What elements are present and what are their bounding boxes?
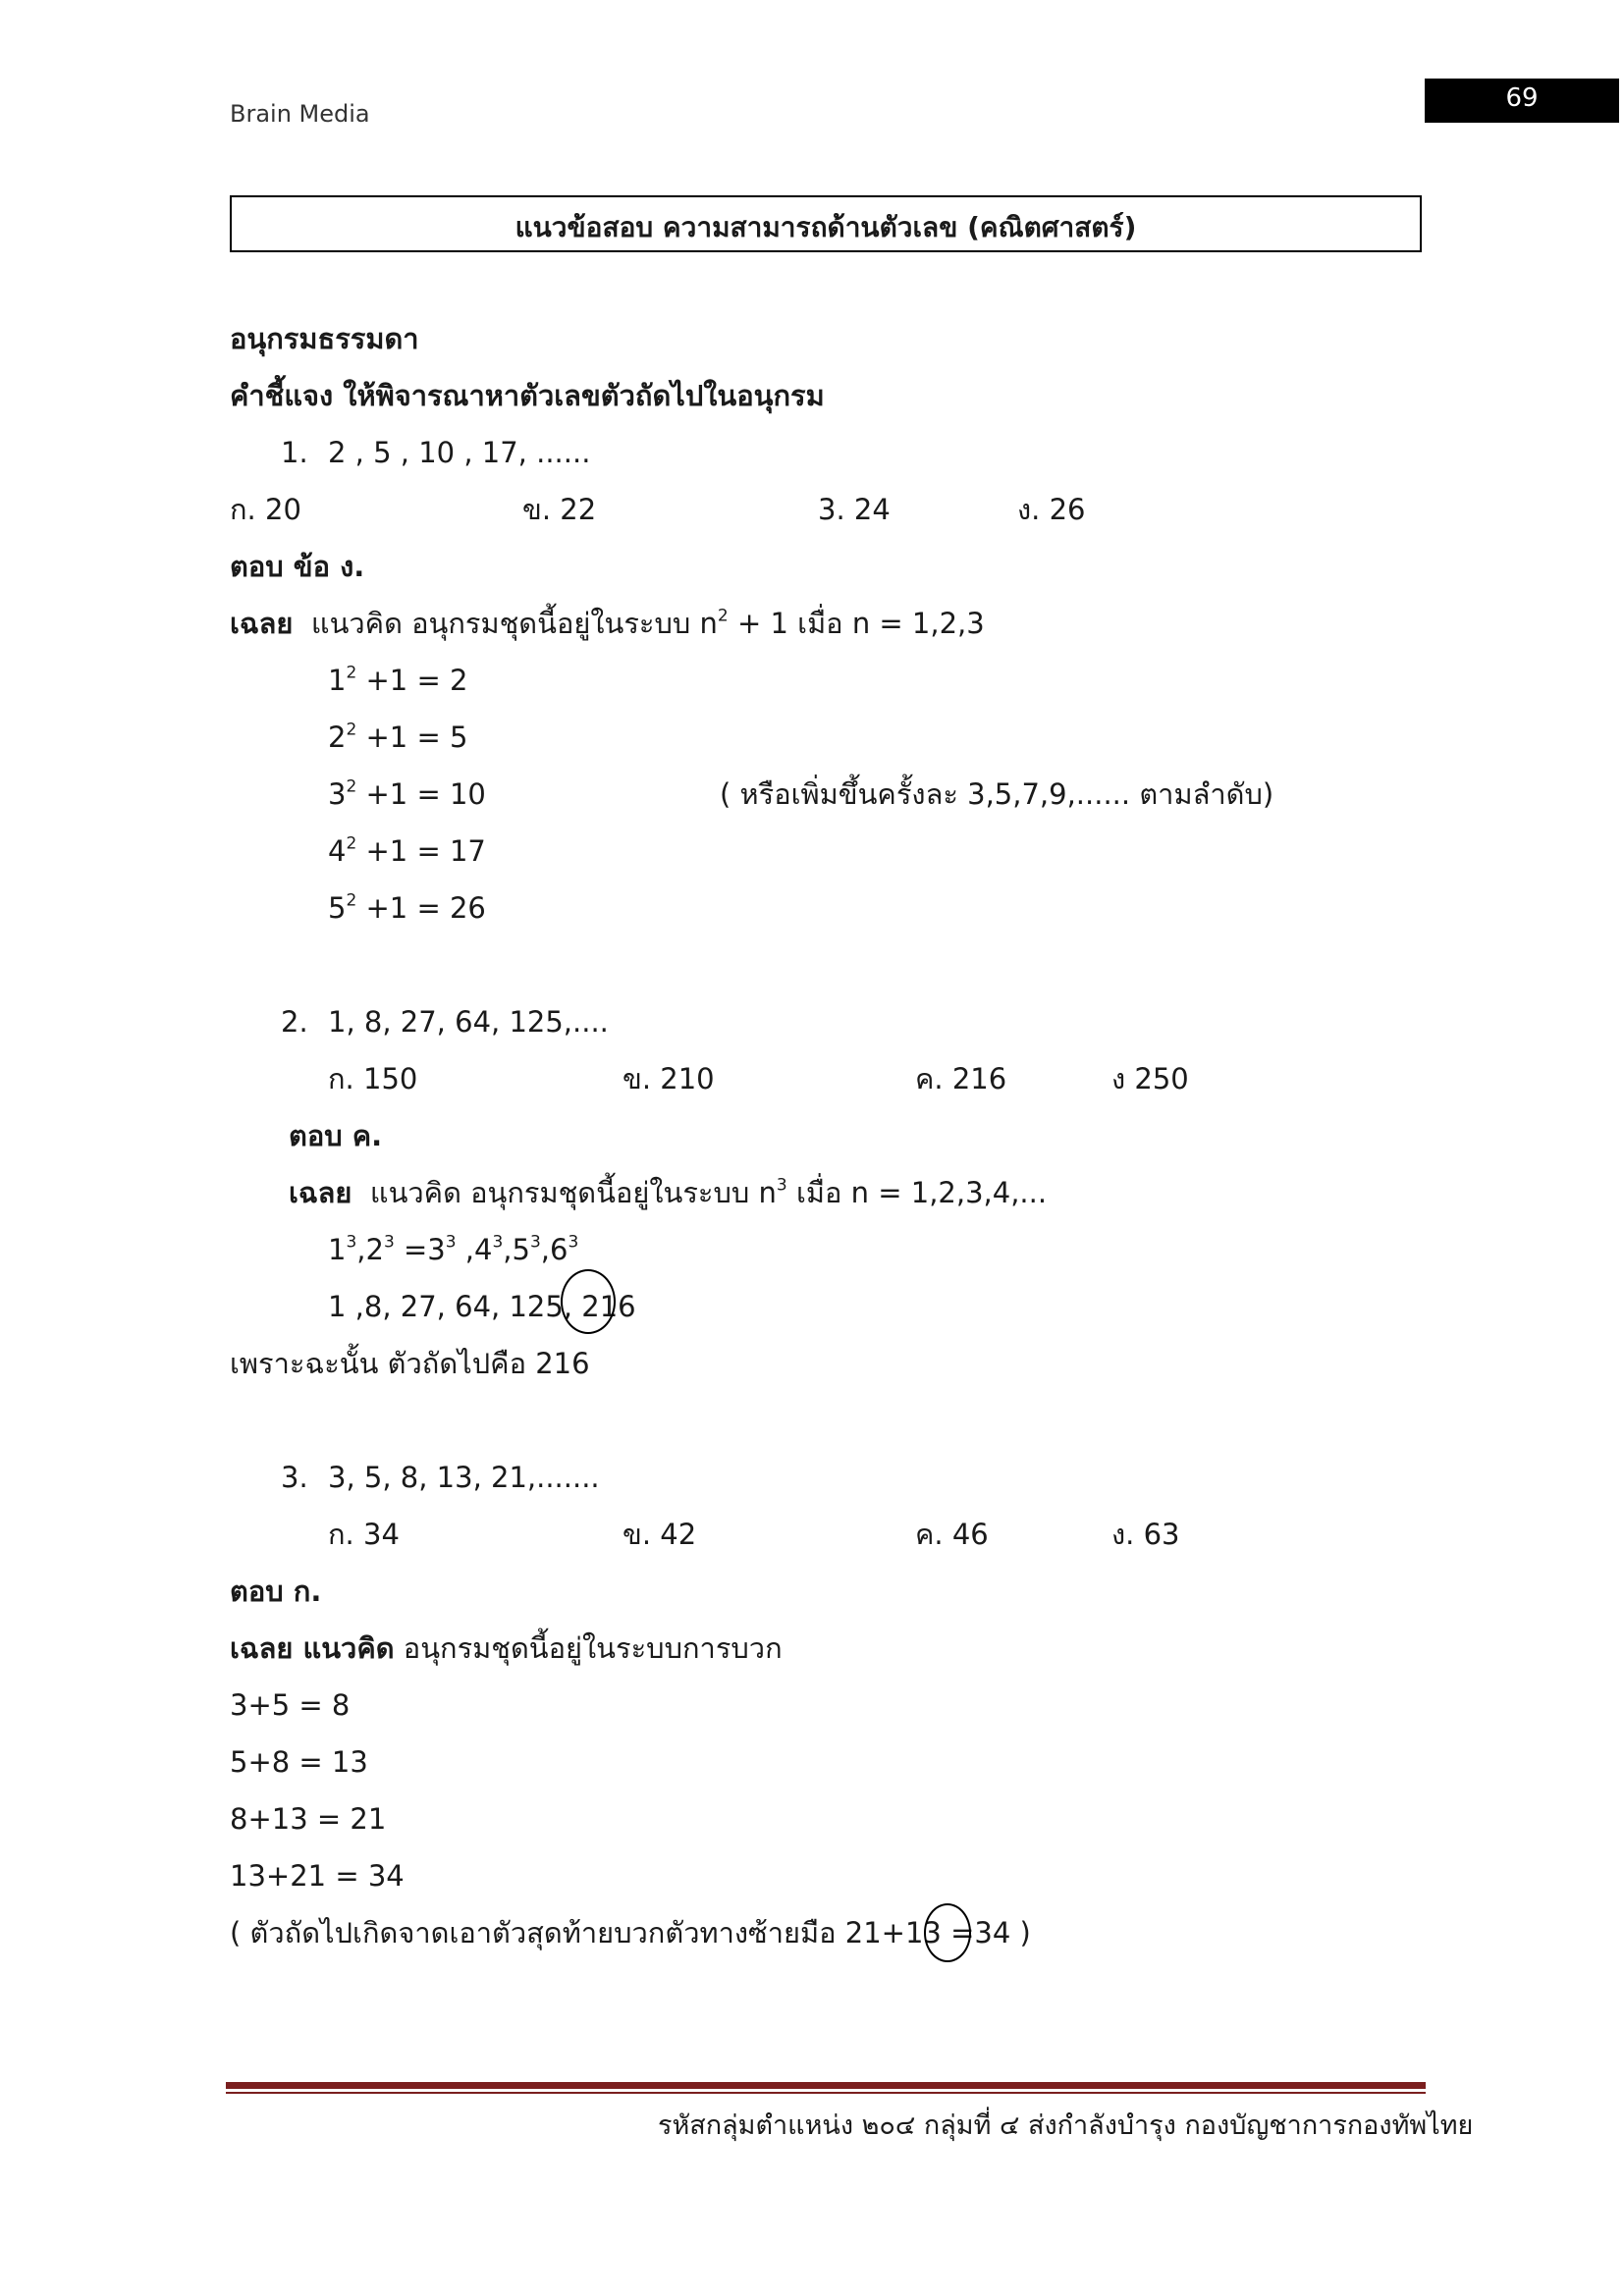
q3-number: 3. bbox=[281, 1461, 308, 1494]
q1-step: $3^2 +1 = 10$ bbox=[328, 776, 486, 811]
q3-note-close: ) bbox=[1010, 1916, 1031, 1949]
q1-choice-d: ง. 26 bbox=[1017, 493, 1086, 526]
q3-step: 5+8 = 13 bbox=[230, 1745, 368, 1779]
q3-choice-b: ข. 42 bbox=[623, 1518, 697, 1551]
section-heading: อนุกรมธรรมดา bbox=[230, 322, 419, 355]
q1-answer: ตอบ ข้อ ง. bbox=[230, 550, 365, 583]
q1-choice-b: ข. 22 bbox=[522, 493, 597, 526]
q2-choice-d: ง 250 bbox=[1111, 1062, 1189, 1095]
q1-step: $2^2 +1 = 5$ bbox=[328, 720, 468, 754]
q1-step: $1^2 +1 = 2$ bbox=[328, 663, 468, 697]
q3-note-answer: 34 bbox=[974, 1916, 1011, 1949]
page-title: แนวข้อสอบ ความสามารถด้านตัวเลข (คณิตศาสตร์) bbox=[514, 211, 1137, 243]
brand-name: Brain Media bbox=[230, 100, 370, 128]
q2-choice-c: ค. 216 bbox=[915, 1062, 1007, 1095]
q3-step: 8+13 = 21 bbox=[230, 1802, 387, 1836]
q1-sequence: 2 , 5 , 10 , 17, ...... bbox=[328, 436, 591, 469]
q3-solution-label: เฉลย แนวคิด bbox=[230, 1631, 395, 1665]
q2-solution-condition: เมื่อ n = 1,2,3,4,... bbox=[786, 1176, 1048, 1209]
q3-choice-d: ง. 63 bbox=[1111, 1518, 1180, 1551]
q3-answer: ตอบ ก. bbox=[230, 1575, 322, 1608]
footer-rule-thin bbox=[226, 2092, 1426, 2094]
footer-text: รหัสกลุ่มตำแหน่ง ๒๐๔ กลุ่มที่ ๔ ส่งกำลังบำรุง กองบัญชาการกองทัพไทย bbox=[658, 2110, 1474, 2141]
q3-sequence: 3, 5, 8, 13, 21,....... bbox=[328, 1461, 600, 1494]
page-number: 69 bbox=[1505, 83, 1539, 113]
answer-circle bbox=[561, 1269, 616, 1334]
q1-note: ( หรือเพิ่มขึ้นครั้งละ 3,5,7,9,...... ตามลำดับ) bbox=[720, 777, 1274, 811]
q1-solution-label: เฉลย bbox=[230, 607, 294, 640]
q3-solution bbox=[230, 1629, 783, 1668]
q1-solution-exp: 2 bbox=[717, 606, 729, 626]
q3-step: 3+5 = 8 bbox=[230, 1688, 351, 1722]
q2-choice-a: ก. 150 bbox=[328, 1062, 418, 1095]
q1-choice-c: 3. 24 bbox=[818, 493, 891, 526]
answer-circle bbox=[924, 1903, 971, 1962]
q2-series-answer: 216 bbox=[581, 1290, 636, 1323]
title-box bbox=[230, 195, 1422, 252]
q2-conclusion: เพราะฉะนั้น ตัวถัดไปคือ 216 bbox=[230, 1347, 590, 1380]
q2-solution-text: แนวคิด อนุกรมชุดนี้อยู่ในระบบ n bbox=[369, 1176, 777, 1209]
q2-choice-b: ข. 210 bbox=[623, 1062, 715, 1095]
q3-solution-text: อนุกรมชุดนี้อยู่ในระบบการบวก bbox=[394, 1631, 783, 1665]
q3-choice-a: ก. 34 bbox=[328, 1518, 400, 1551]
page-number-tab bbox=[1425, 79, 1619, 123]
q2-cubes: $1^3,2^3 =3^3$ $,4^3,5^3,6^3$ bbox=[328, 1232, 579, 1266]
q1-solution bbox=[230, 604, 985, 643]
q1-number: 1. bbox=[281, 436, 308, 469]
footer-rule bbox=[226, 2082, 1426, 2089]
q3-choice-c: ค. 46 bbox=[915, 1518, 989, 1551]
q2-series-text: 1 ,8, 27, 64, 125, bbox=[328, 1290, 582, 1323]
q1-step: $4^2 +1 = 17$ bbox=[328, 833, 486, 868]
q3-note-text: ( ตัวถัดไปเกิดจาดเอาตัวสุดท้ายบวกตัวทางซ้ายมือ 21+13 = bbox=[230, 1916, 975, 1949]
q2-solution-label: เฉลย bbox=[289, 1176, 352, 1209]
q1-step: $5^2 +1 = 26$ bbox=[328, 890, 486, 925]
q2-answer: ตอบ ค. bbox=[289, 1119, 383, 1152]
q3-step: 13+21 = 34 bbox=[230, 1859, 405, 1893]
q2-number: 2. bbox=[281, 1005, 308, 1039]
q2-sequence: 1, 8, 27, 64, 125,.... bbox=[328, 1005, 609, 1039]
q3-note bbox=[230, 1913, 1031, 1952]
instruction: คำชี้แจง ให้พิจารณาหาตัวเลขตัวถัดไปในอนุกรม bbox=[230, 379, 825, 412]
q1-choice-a: ก. 20 bbox=[230, 493, 301, 526]
q1-solution-condition: + 1 เมื่อ n = 1,2,3 bbox=[728, 607, 985, 640]
q1-solution-text: แนวคิด อนุกรมชุดนี้อยู่ในระบบ n bbox=[310, 607, 718, 640]
q2-solution bbox=[289, 1173, 1047, 1212]
q2-solution-exp: 3 bbox=[776, 1175, 787, 1196]
